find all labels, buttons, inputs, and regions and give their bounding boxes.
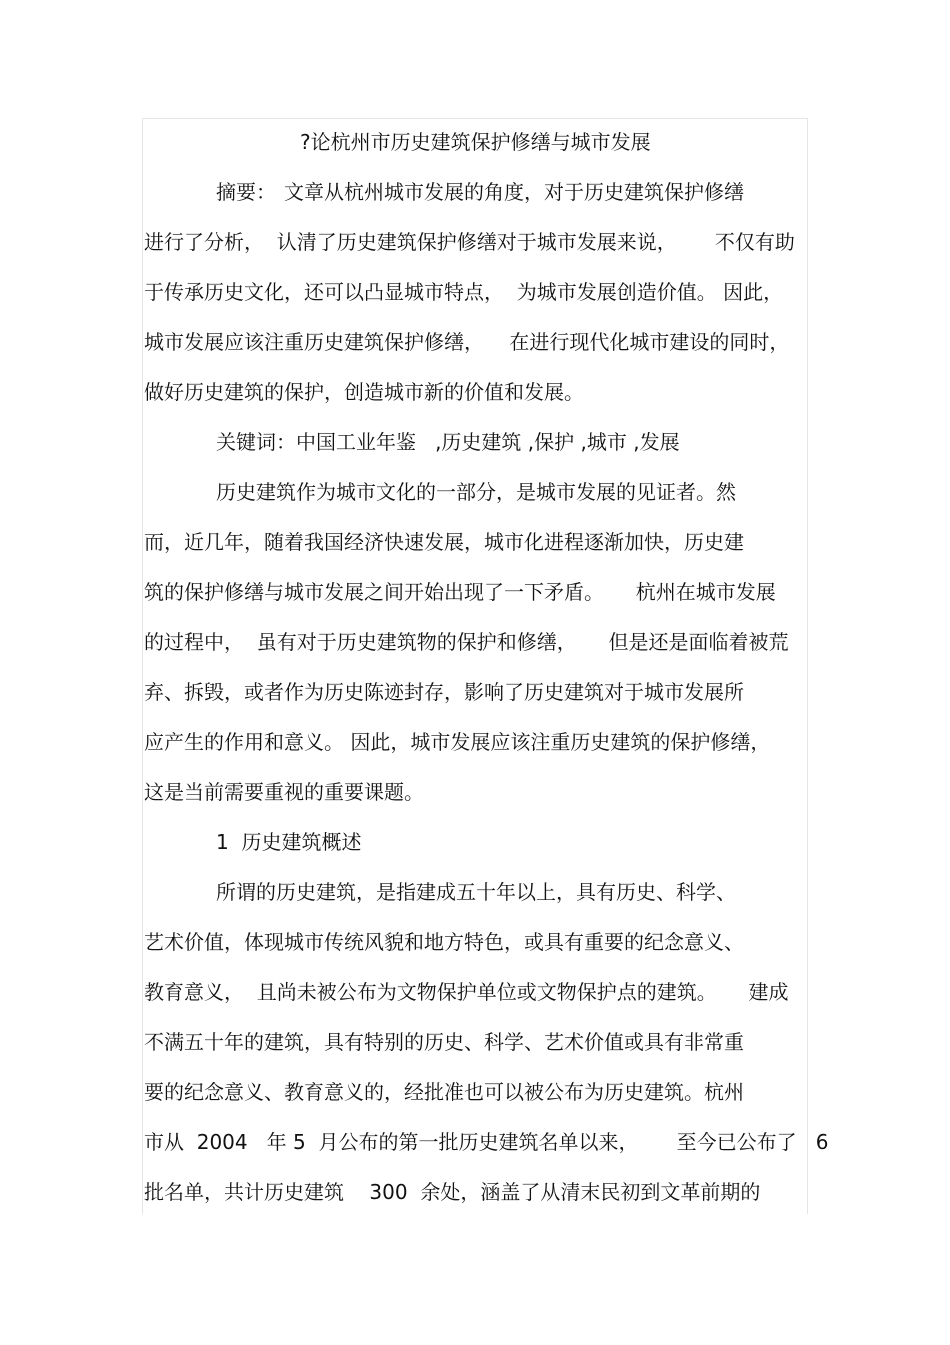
text-line-21: 批名单，共计历史建筑 300 余处，涵盖了从清末民初到文革前期的 — [144, 1180, 761, 1204]
text-line-3: 于传承历史文化，还可以凸显城市特点， 为城市发展创造价值。 因此， — [144, 280, 784, 304]
section-heading: 1 历史建筑概述 — [216, 830, 362, 854]
text-line-15: 所谓的历史建筑，是指建成五十年以上，具有历史、科学、 — [216, 880, 736, 904]
text-line-17: 教育意义， 且尚未被公布为文物保护单位或文物保护点的建筑。 建成 — [144, 980, 789, 1004]
text-line-18: 不满五十年的建筑，具有特别的历史、科学、艺术价值或具有非常重 — [144, 1030, 744, 1054]
text-line-16: 艺术价值，体现城市传统风貌和地方特色，或具有重要的纪念意义、 — [144, 930, 744, 954]
text-line-2: 进行了分析， 认清了历史建筑保护修缮对于城市发展来说， 不仅有助 — [144, 230, 795, 254]
text-line-8: 而，近几年，随着我国经济快速发展，城市化进程逐渐加快，历史建 — [144, 530, 744, 554]
text-line-7: 历史建筑作为城市文化的一部分，是城市发展的见证者。然 — [216, 480, 736, 504]
text-line-5: 做好历史建筑的保护，创造城市新的价值和发展。 — [144, 380, 584, 404]
text-line-11: 弃、拆毁，或者作为历史陈迹封存，影响了历史建筑对于城市发展所 — [144, 680, 744, 704]
abstract-label: 摘要： — [216, 180, 276, 204]
text-line-4: 城市发展应该注重历史建筑保护修缮， 在进行现代化城市建设的同时， — [144, 330, 790, 354]
document-title: ?论杭州市历史建筑保护修缮与城市发展 — [300, 130, 651, 154]
text-line-13: 这是当前需要重视的重要课题。 — [144, 780, 424, 804]
text-line-10: 的过程中， 虽有对于历史建筑物的保护和修缮， 但是还是面临着被荒 — [144, 630, 789, 654]
text-line-1: 文章从杭州城市发展的角度，对于历史建筑保护修缮 — [284, 180, 744, 204]
text-line-19: 要的纪念意义、教育意义的，经批准也可以被公布为历史建筑。杭州 — [144, 1080, 744, 1104]
text-line-12: 应产生的作用和意义。 因此，城市发展应该注重历史建筑的保护修缮， — [144, 730, 771, 754]
text-line-20: 市从 2004 年 5 月公布的第一批历史建筑名单以来， 至今已公布了 6 — [144, 1130, 829, 1154]
text-line-9: 筑的保护修缮与城市发展之间开始出现了一下矛盾。 杭州在城市发展 — [144, 580, 776, 604]
keywords-line: 关键词：中国工业年鉴 ,历史建筑 ,保护 ,城市 ,发展 — [216, 430, 680, 454]
